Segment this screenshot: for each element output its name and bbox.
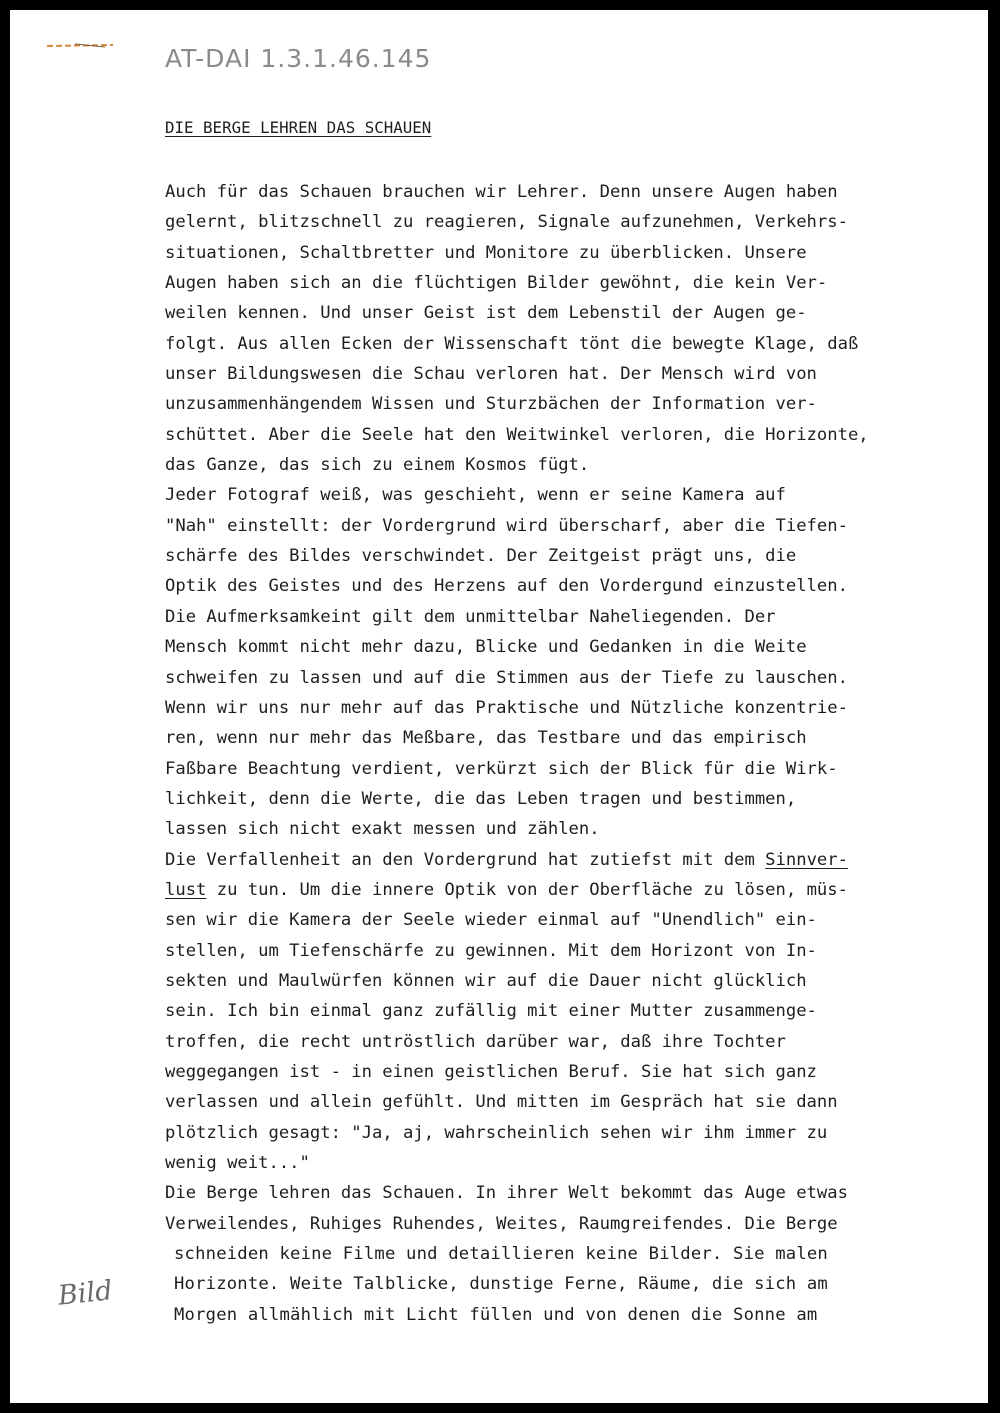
handwritten-margin-note: Bild xyxy=(56,1275,114,1312)
text-line: Faßbare Beachtung verdient, verkürzt sich der Blick für die Wirk- xyxy=(165,758,838,779)
archive-stamp-mark xyxy=(45,41,115,51)
text-line: Optik des Geistes und des Herzens auf den Vordergund einzustellen. xyxy=(165,576,848,597)
text-line: lassen sich nicht exakt messen und zählen. xyxy=(165,819,600,840)
text-line: situationen, Schaltbretter und Monitore zu überblicken. Unsere xyxy=(165,242,807,263)
text-line: Augen haben sich an die flüchtigen Bilder gewöhnt, die kein Ver- xyxy=(165,273,828,294)
text-line: sein. Ich bin einmal ganz zufällig mit einer Mutter zusammenge- xyxy=(165,1001,817,1022)
text-line: Die Aufmerksamkeint gilt dem unmittelbar Naheliegenden. Der xyxy=(165,606,776,627)
text-line: Verweilendes, Ruhiges Ruhendes, Weites, Raumgreifendes. Die Berge xyxy=(165,1213,838,1234)
text-line: weilen kennen. Und unser Geist ist dem Lebenstil der Augen ge- xyxy=(165,303,807,324)
text-line: "Nah" einstellt: der Vordergrund wird überscharf, aber die Tiefen- xyxy=(165,515,848,536)
text-line: Die Berge lehren das Schauen. In ihrer Welt bekommt das Auge etwas xyxy=(165,1183,848,1204)
text-line: unser Bildungswesen die Schau verloren hat. Der Mensch wird von xyxy=(165,364,817,385)
text-line: Morgen allmählich mit Licht füllen und von denen die Sonne am xyxy=(174,1304,818,1325)
text-line: gelernt, blitzschnell zu reagieren, Signale aufzunehmen, Verkehrs- xyxy=(165,212,848,233)
document-page xyxy=(10,10,988,1403)
text-line: stellen, um Tiefenschärfe zu gewinnen. Mit dem Horizont von In- xyxy=(165,940,817,961)
document-title: DIE BERGE LEHREN DAS SCHAUEN xyxy=(165,118,432,137)
text-line: Horizonte. Weite Talblicke, dunstige Ferne, Räume, die sich am xyxy=(174,1274,828,1295)
text-line: schneiden keine Filme und detaillieren keine Bilder. Sie malen xyxy=(174,1244,828,1265)
underlined-word: Sinnver- xyxy=(765,849,848,870)
text-line: unzusammenhängendem Wissen und Sturzbächen der Information ver- xyxy=(165,394,817,415)
text-line xyxy=(165,845,869,875)
text-line: folgt. Aus allen Ecken der Wissenschaft tönt die bewegte Klage, daß xyxy=(165,333,859,354)
text-line: schüttet. Aber die Seele hat den Weitwinkel verloren, die Horizonte, xyxy=(165,424,869,445)
text-line: Mensch kommt nicht mehr dazu, Blicke und Gedanken in die Weite xyxy=(165,637,807,658)
underlined-word: lust xyxy=(165,879,207,900)
text-line: verlassen und allein gefühlt. Und mitten im Gespräch hat sie dann xyxy=(165,1092,838,1113)
text-line: troffen, die recht untröstlich darüber war, daß ihre Tochter xyxy=(165,1031,786,1052)
text-segment: Die Verfallenheit an den Vordergrund hat zutiefst mit dem xyxy=(165,849,766,870)
text-line: das Ganze, das sich zu einem Kosmos fügt. xyxy=(165,455,590,476)
document-body xyxy=(165,177,869,1330)
text-line: plötzlich gesagt: "Ja, aj, wahrscheinlich sehen wir ihm immer zu xyxy=(165,1122,828,1143)
text-line: ren, wenn nur mehr das Meßbare, das Testbare und das empirisch xyxy=(165,728,807,749)
text-line: Auch für das Schauen brauchen wir Lehrer. Denn unsere Augen haben xyxy=(165,182,838,202)
text-line: schweifen zu lassen und auf die Stimmen aus der Tiefe zu lauschen. xyxy=(165,667,848,688)
text-line: weggegangen ist - in einen geistlichen Beruf. Sie hat sich ganz xyxy=(165,1061,817,1082)
text-line: sen wir die Kamera der Seele wieder einmal auf "Unendlich" ein- xyxy=(165,910,817,931)
archive-signature: AT-DAI 1.3.1.46.145 xyxy=(165,44,432,73)
text-line xyxy=(165,875,869,905)
text-line: wenig weit..." xyxy=(165,1153,310,1173)
text-line: Wenn wir uns nur mehr auf das Praktische und Nützliche konzentrie- xyxy=(165,697,848,718)
text-line: schärfe des Bildes verschwindet. Der Zeitgeist prägt uns, die xyxy=(165,546,797,567)
text-line: lichkeit, denn die Werte, die das Leben tragen und bestimmen, xyxy=(165,788,797,809)
text-segment: zu tun. Um die innere Optik von der Oberfläche zu lösen, müs- xyxy=(206,879,848,900)
text-line: Jeder Fotograf weiß, was geschieht, wenn er seine Kamera auf xyxy=(165,485,786,506)
text-line: sekten und Maulwürfen können wir auf die Dauer nicht glücklich xyxy=(165,970,807,991)
